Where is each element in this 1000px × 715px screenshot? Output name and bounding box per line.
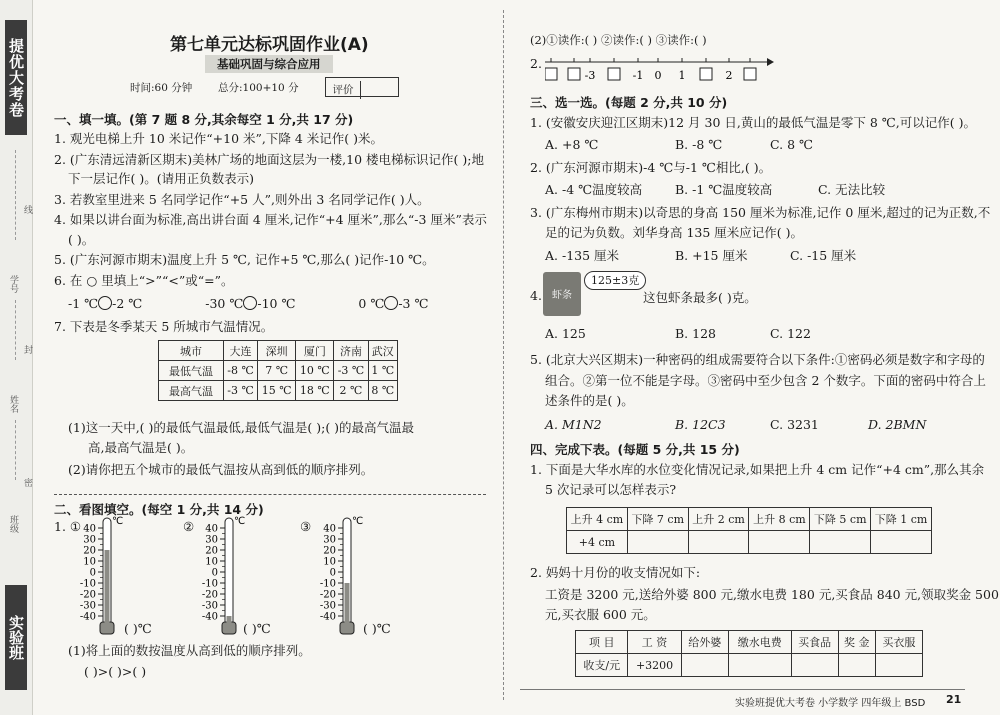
table-cell: 最低气温 [159, 361, 224, 381]
tick-label: -30 [319, 600, 336, 612]
page-number: 21 [946, 693, 962, 706]
table-cell: 下降 7 cm [627, 508, 688, 531]
bag-label: 虾条 [552, 290, 572, 301]
s1-question-7-2: (2)请你把五个城市的最低气温按从高到低的顺序排列。 [68, 462, 374, 477]
option: B. -8 ℃ [675, 137, 723, 152]
table-row [159, 381, 398, 401]
mark-feng: 封 [22, 345, 32, 354]
tick-label: 10 [323, 556, 336, 568]
table-cell: 2 ℃ [334, 381, 368, 401]
answer-cell[interactable] [871, 531, 932, 554]
read-line: (2)①读作:( ) ②读作:( ) ③读作:( ) [530, 33, 707, 47]
s1-question-3: 3. 若教室里进来 5 名同学记作“+5 人”,则外出 3 名同学记作( )人。 [54, 192, 430, 207]
number-line-label: 0 [654, 69, 662, 82]
unit-label: ℃ [352, 516, 364, 527]
table-cell: 缴水电费 [728, 631, 791, 654]
evaluation-box [325, 77, 399, 97]
tick-label: 0 [89, 567, 96, 579]
answer-box[interactable] [744, 68, 756, 80]
s1-question-1: 1. 观光电梯上升 10 米记作“+10 米”,下降 4 米记作( )米。 [54, 131, 383, 146]
s1-question-7: 7. 下表是冬季某天 5 所城市气温情况。 [54, 319, 274, 334]
option: B. +15 厘米 [675, 248, 748, 263]
s3-question-3a: 3. (广东梅州市期末)以奇思的身高 150 厘米为标准,记作 0 厘米,超过的记为正数,不 [530, 205, 991, 220]
answer-cell[interactable] [791, 654, 838, 677]
tick-label: 20 [323, 545, 336, 557]
answer-cell[interactable] [838, 654, 875, 677]
option: A. M1N2 [545, 417, 602, 432]
answer-box[interactable] [608, 68, 620, 80]
page-subtitle: 基础巩固与综合应用 [205, 55, 333, 73]
s1-question-4b: ( )。 [68, 232, 95, 247]
brand-logo-top: 提优大考卷 [5, 20, 27, 135]
table-header-row [567, 508, 932, 531]
mark-mi: 密 [22, 478, 32, 487]
thermometer-2 [202, 516, 245, 634]
table-cell: +3200 [628, 654, 681, 677]
shrimp-snack-bag-image [543, 272, 581, 316]
option: C. 3231 [770, 417, 819, 432]
section2-heading: 二、看图填空。(每空 1 分,共 14 分) [54, 502, 264, 517]
option: C. 122 [770, 326, 811, 341]
table-cell: 上升 4 cm [567, 508, 628, 531]
s4-question-2: 2. 妈妈十月份的收支情况如下: [530, 565, 701, 580]
tick-label: -20 [79, 589, 96, 601]
option: A. 125 [545, 326, 586, 341]
answer-circle[interactable] [243, 296, 257, 310]
table-row [567, 531, 932, 554]
section3-heading: 三、选一选。(每题 2 分,共 10 分) [530, 95, 728, 110]
tick-label: -10 [201, 578, 218, 590]
s3-question-5a: 5. (北京大兴区期末)一种密码的组成需要符合以下条件:①密码必须是数字和字母的 [530, 352, 985, 367]
s1-question-4a: 4. 如果以讲台面为标准,高出讲台面 4 厘米,记作“+4 厘米”,那么“-3 厘米”表示 [54, 212, 487, 227]
tick-label: -30 [201, 600, 218, 612]
table-cell: 深圳 [258, 341, 296, 361]
unit-label: ℃ [234, 516, 246, 527]
answer-circle[interactable] [384, 296, 398, 310]
table-cell: 10 ℃ [296, 361, 334, 381]
evaluation-label: 评价 [326, 81, 361, 99]
s3-question-5b: 组合。②第一位不能是字母。③密码中至少包含 2 个数字。下面的密码中符合上 [545, 373, 986, 388]
section1-heading: 一、填一填。(第 7 题 8 分,其余每空 1 分,共 17 分) [54, 112, 354, 127]
table-cell: 给外婆 [681, 631, 728, 654]
thermometer-3 [320, 516, 363, 634]
thermometer-blank-1: ( )℃ [124, 621, 152, 636]
page-title: 第七单元达标巩固作业(A) [170, 35, 369, 55]
table-cell: 买食品 [791, 631, 838, 654]
number-line-label: -3 [584, 69, 596, 82]
table-cell: 大连 [224, 341, 258, 361]
s1-question-7-1a: (1)这一天中,( )的最低气温最低,最低气温是( );( )的最高气温最 [68, 420, 415, 435]
option: A. +8 ℃ [545, 137, 599, 152]
tick-label: 30 [205, 534, 218, 546]
table-cell: 15 ℃ [258, 381, 296, 401]
s4-question-1a: 1. 下面是大华水库的水位变化情况记录,如果把上升 4 cm 记作“+4 cm”,那么其余 [530, 462, 985, 477]
table-cell: 7 ℃ [258, 361, 296, 381]
s3-question-3b: 足的记为负数。刘华身高 135 厘米应记作( )。 [545, 225, 804, 240]
binding-sidebar [0, 0, 33, 715]
table-cell: 最高气温 [159, 381, 224, 401]
tick-label: -40 [319, 611, 336, 623]
answer-cell[interactable] [875, 654, 922, 677]
footer-text: 实验班提优大考卷 小学数学 四年级上 BSD [735, 698, 926, 709]
table-cell: 奖 金 [838, 631, 875, 654]
s4-question-1b: 5 次记录可以怎样表示? [545, 482, 677, 497]
compare-value: -2 ℃ [112, 296, 143, 311]
tick-label: -30 [79, 600, 96, 612]
table-cell: 1 ℃ [368, 361, 398, 381]
answer-cell[interactable] [749, 531, 810, 554]
tick-label: 0 [211, 567, 218, 579]
water-level-table [566, 507, 932, 554]
tick-label: -10 [319, 578, 336, 590]
option: C. 8 ℃ [770, 137, 813, 152]
field-name: 姓名 [8, 395, 18, 413]
thermometer-label-2: ② [183, 519, 195, 534]
table-cell: 8 ℃ [368, 381, 398, 401]
page-divider [503, 10, 504, 700]
thermometer-tube [225, 518, 233, 628]
answer-cell[interactable] [688, 531, 749, 554]
option: A. -135 厘米 [545, 248, 620, 263]
weight-bubble: 125±3克 [584, 271, 646, 290]
table-cell: 收支/元 [576, 654, 628, 677]
tick-label: 30 [83, 534, 96, 546]
tick-label: 10 [83, 556, 96, 568]
compare-row [68, 296, 428, 312]
tick-label: -20 [201, 589, 218, 601]
option: D. 2BMN [868, 417, 927, 432]
income-expense-table [575, 630, 923, 677]
s2-answer-order: ( )>( )>( ) [84, 664, 147, 679]
number-line [545, 52, 775, 86]
footer-rule [520, 689, 965, 690]
table-row [576, 654, 923, 677]
number-line-label: 2 [725, 69, 733, 82]
thermometer-label-3: ③ [300, 519, 312, 534]
option: B. 128 [675, 326, 716, 341]
total-score: 总分:100+10 分 [218, 82, 299, 94]
city-temperature-table [158, 340, 398, 401]
table-cell: -3 ℃ [224, 381, 258, 401]
answer-cell[interactable] [681, 654, 728, 677]
table-cell: -3 ℃ [334, 361, 368, 381]
option: B. 12C3 [675, 417, 726, 432]
mercury-column [227, 616, 232, 624]
section4-heading: 四、完成下表。(每题 5 分,共 15 分) [530, 442, 740, 457]
table-header-row [159, 341, 398, 361]
tick-label: 40 [83, 523, 96, 535]
s2-question-1: (1)将上面的数按温度从高到低的顺序排列。 [68, 643, 311, 658]
answer-cell[interactable] [728, 654, 791, 677]
table-cell: 武汉 [368, 341, 398, 361]
s4-question-2-text-b: 元,买衣服 600 元。 [545, 607, 656, 622]
number-line-label: 1 [678, 69, 686, 82]
compare-value: -30 ℃ [205, 296, 244, 311]
table-cell: 项 目 [576, 631, 628, 654]
answer-cell[interactable] [627, 531, 688, 554]
mercury-column [105, 550, 110, 624]
option: C. -15 厘米 [790, 248, 857, 263]
tick-label: 40 [205, 523, 218, 535]
field-class: 班级 [8, 515, 18, 533]
thermometer-blank-3: ( )℃ [363, 621, 391, 636]
option: C. 无法比较 [818, 182, 886, 197]
s3-question-2: 2. (广东河源市期末)-4 ℃与-1 ℃相比,( )。 [530, 160, 772, 175]
tick-label: -10 [79, 578, 96, 590]
thermometer-blank-2: ( )℃ [243, 621, 271, 636]
table-cell: 工 资 [628, 631, 681, 654]
compare-value: -3 ℃ [398, 296, 429, 311]
cut-line [15, 300, 16, 360]
tick-label: -40 [201, 611, 218, 623]
number-line-label: -1 [632, 69, 644, 82]
tick-label: 20 [205, 545, 218, 557]
table-cell: -8 ℃ [224, 361, 258, 381]
table-cell: 买衣服 [875, 631, 922, 654]
tick-label: -20 [319, 589, 336, 601]
table-cell: 下降 1 cm [871, 508, 932, 531]
section-divider [54, 494, 486, 495]
s1-question-7-1b: 高,最高气温是( )。 [88, 440, 194, 455]
mark-xian: 线 [22, 205, 32, 214]
cut-line [15, 150, 16, 240]
compare-value: 0 ℃ [358, 296, 385, 311]
s4-question-2-text-a: 工资是 3200 元,送给外婆 800 元,缴水电费 180 元,买食品 840 元,领取奖金 500 [545, 587, 999, 602]
tick-label: 40 [323, 523, 336, 535]
thermometer-label-1: 1. ① [54, 519, 82, 534]
s1-question-2b: 下一层记作( )。(请用正负数表示) [68, 171, 254, 186]
s3-question-1: 1. (安徽安庆迎江区期末)12 月 30 日,黄山的最低气温是零下 8 ℃,可以记作( )。 [530, 115, 976, 130]
table-header-row [576, 631, 923, 654]
numberline-question-label: 2. [530, 56, 542, 71]
table-cell: 上升 8 cm [749, 508, 810, 531]
tick-label: 30 [323, 534, 336, 546]
table-cell: 城市 [159, 341, 224, 361]
cut-line [15, 420, 16, 480]
mercury-column [345, 583, 350, 624]
tick-label: 0 [329, 567, 336, 579]
table-cell: 下降 5 cm [810, 508, 871, 531]
table-cell: 厦门 [296, 341, 334, 361]
s3-question-5c: 述条件的是( )。 [545, 393, 634, 408]
table-cell: 18 ℃ [296, 381, 334, 401]
s1-question-2a: 2. (广东清远清新区期末)美林广场的地面这层为一楼,10 楼电梯标识记作( );地 [54, 152, 484, 167]
s1-question-6: 6. 在 ○ 里填上“>”“<”或“=”。 [54, 273, 234, 288]
compare-value: -1 ℃ [68, 296, 99, 311]
answer-box[interactable] [700, 68, 712, 80]
option: A. -4 ℃温度较高 [545, 182, 643, 197]
compare-value: -10 ℃ [257, 296, 296, 311]
unit-label: ℃ [112, 516, 124, 527]
field-student-number: 学号 [8, 275, 18, 293]
tick-label: 20 [83, 545, 96, 557]
s3-question-4: 这包虾条最多( )克。 [643, 290, 757, 305]
time-limit: 时间:60 分钟 [130, 82, 193, 94]
table-cell: 上升 2 cm [688, 508, 749, 531]
option: B. -1 ℃温度较高 [675, 182, 773, 197]
brand-logo-bottom: 实验班 [5, 585, 27, 690]
table-cell: +4 cm [567, 531, 628, 554]
thermometer-1 [80, 516, 123, 634]
table-cell: 济南 [334, 341, 368, 361]
table-row [159, 361, 398, 381]
s1-question-5: 5. (广东河源市期末)温度上升 5 ℃, 记作+5 ℃,那么( )记作-10 ℃。 [54, 252, 435, 267]
answer-cell[interactable] [810, 531, 871, 554]
tick-label: 10 [205, 556, 218, 568]
answer-box[interactable] [568, 68, 580, 80]
answer-box[interactable] [545, 68, 557, 80]
tick-label: -40 [79, 611, 96, 623]
s3-question-4-label: 4. [530, 288, 542, 303]
answer-circle[interactable] [98, 296, 112, 310]
